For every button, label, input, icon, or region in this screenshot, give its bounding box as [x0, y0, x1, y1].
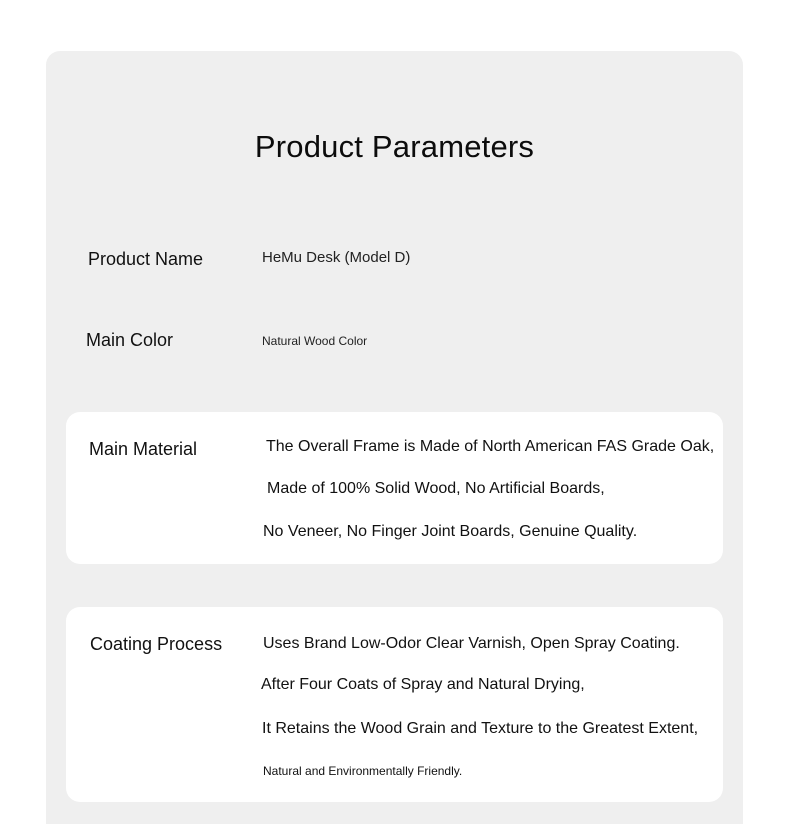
main-material-label: Main Material	[89, 439, 198, 459]
coating-process-line: It Retains the Wood Grain and Texture to the Greatest Extent,	[262, 720, 699, 737]
product-name-value: HeMu Desk (Model D)	[262, 249, 411, 266]
coating-process-label: Coating Process	[90, 634, 223, 654]
main-material-card	[66, 412, 723, 564]
coating-process-card	[66, 607, 723, 802]
main-color-value: Natural Wood Color	[262, 334, 368, 348]
coating-process-line: After Four Coats of Spray and Natural Drying,	[261, 676, 585, 693]
main-material-line: Made of 100% Solid Wood, No Artificial Boards,	[267, 480, 605, 497]
coating-process-line: Uses Brand Low-Odor Clear Varnish, Open Spray Coating.	[263, 635, 680, 652]
product-parameters-panel	[46, 51, 743, 824]
main-color-label: Main Color	[86, 330, 174, 350]
main-material-line: The Overall Frame is Made of North American FAS Grade Oak,	[266, 438, 715, 455]
coating-process-line: Natural and Environmentally Friendly.	[263, 764, 463, 778]
page-title: Product Parameters	[254, 129, 535, 164]
main-material-line: No Veneer, No Finger Joint Boards, Genuine Quality.	[263, 523, 638, 540]
product-name-label: Product Name	[88, 249, 204, 269]
